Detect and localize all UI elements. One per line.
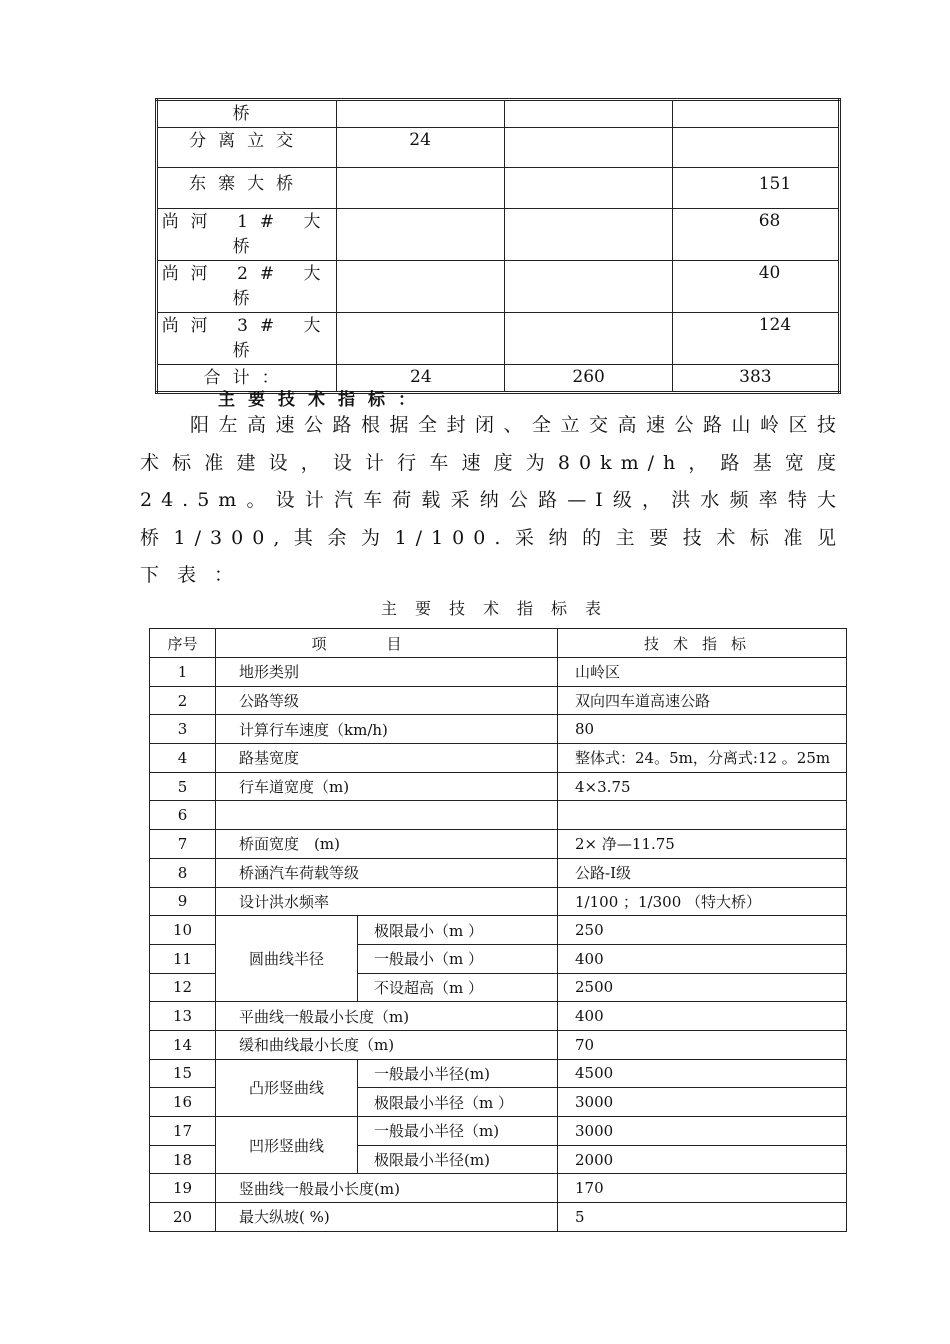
- bridge-value: [505, 313, 672, 365]
- sub-item: 一般最小（m ）: [358, 944, 558, 973]
- row-number: 2: [150, 686, 216, 715]
- spec-value: 3000: [558, 1117, 847, 1146]
- table-row: [157, 209, 840, 261]
- item-name: 缓和曲线最小长度（m): [216, 1030, 558, 1059]
- body-paragraph: 阳左高速公路根据全封闭、全立交高速公路山岭区技术标准建设，设计行车速度为80km/h，路基宽度24.5m。设计汽车荷载采纳公路—I级，洪水频率特大桥1/300,其余为1/100.采纳的主要技术标准见: [140, 414, 845, 549]
- row-number: 19: [150, 1174, 216, 1203]
- group-label: 凹形竖曲线: [216, 1117, 358, 1174]
- table-row: [150, 1174, 847, 1203]
- spec-value: 400: [558, 944, 847, 973]
- spec-value: 170: [558, 1174, 847, 1203]
- spec-value: 4500: [558, 1059, 847, 1088]
- table-row: [150, 1030, 847, 1059]
- bridge-name: 桥: [157, 100, 337, 128]
- item-name: 平曲线一般最小长度（m): [216, 1002, 558, 1031]
- total-label: 合计：: [157, 365, 337, 393]
- table-row: [150, 715, 847, 744]
- row-number: 10: [150, 916, 216, 945]
- row-number: 14: [150, 1030, 216, 1059]
- spec-value: 400: [558, 1002, 847, 1031]
- total-value: 24: [337, 365, 505, 393]
- bridge-name: 尚河 3# 大桥: [157, 313, 337, 365]
- header-no: 序号: [150, 629, 216, 658]
- item-name: [216, 801, 558, 830]
- spec-value: 双向四车道高速公路: [558, 686, 847, 715]
- spec-value: 2000: [558, 1145, 847, 1174]
- spec-value: 整体式：24。5m，分离式:12 。25m: [558, 744, 847, 773]
- sub-item: 极限最小半径(m): [358, 1145, 558, 1174]
- table-row: [150, 686, 847, 715]
- bridge-value: [337, 168, 505, 209]
- table-row: [150, 1059, 847, 1088]
- table-header-row: [150, 629, 847, 658]
- bridge-value: 40: [672, 261, 839, 313]
- group-label: 圆曲线半径: [216, 916, 358, 1002]
- sub-item: 极限最小（m ）: [358, 916, 558, 945]
- sub-item: 不设超高（m ）: [358, 973, 558, 1002]
- group-label: 凸形竖曲线: [216, 1059, 358, 1116]
- row-number: 7: [150, 830, 216, 859]
- row-number: 3: [150, 715, 216, 744]
- header-value: 技术指标: [558, 629, 847, 658]
- spec-value: 2× 净—11.75: [558, 830, 847, 859]
- table-row: [150, 801, 847, 830]
- spec-value: 250: [558, 916, 847, 945]
- row-number: 17: [150, 1117, 216, 1146]
- item-name: 桥涵汽车荷载等级: [216, 858, 558, 887]
- sub-item: 一般最小半径(m): [358, 1059, 558, 1088]
- bridge-value: [337, 313, 505, 365]
- item-name: 路基宽度: [216, 744, 558, 773]
- spec-value: 1/100 ；1/300 （特大桥）: [558, 887, 847, 916]
- row-number: 13: [150, 1002, 216, 1031]
- table-row: [150, 658, 847, 687]
- item-name: 设计洪水频率: [216, 887, 558, 916]
- table-row: [150, 858, 847, 887]
- bridge-value: [505, 261, 672, 313]
- table-row: [157, 168, 840, 209]
- table-row: [150, 887, 847, 916]
- spec-value: 山岭区: [558, 658, 847, 687]
- table-row: [150, 1203, 847, 1232]
- spec-value: 5: [558, 1203, 847, 1232]
- bridge-value: [505, 100, 672, 128]
- item-name: 行车道宽度（m): [216, 772, 558, 801]
- row-number: 18: [150, 1145, 216, 1174]
- spec-value: 80: [558, 715, 847, 744]
- sub-item: 一般最小半径（m): [358, 1117, 558, 1146]
- table-row: [150, 1117, 847, 1146]
- spec-value: 70: [558, 1030, 847, 1059]
- bridge-value: [505, 128, 672, 168]
- bridge-value: [672, 100, 839, 128]
- row-number: 15: [150, 1059, 216, 1088]
- row-number: 8: [150, 858, 216, 887]
- table-row: [150, 1002, 847, 1031]
- table-row: [157, 100, 840, 128]
- table-row: [150, 744, 847, 773]
- total-value: 260: [505, 365, 672, 393]
- item-name: 计算行车速度（km/h): [216, 715, 558, 744]
- bridge-value: [505, 168, 672, 209]
- item-name: 地形类别: [216, 658, 558, 687]
- bridge-name: 分离立交: [157, 128, 337, 168]
- table-row: [150, 772, 847, 801]
- spec-value: 2500: [558, 973, 847, 1002]
- spec-value: [558, 801, 847, 830]
- total-value: 383: [672, 365, 839, 393]
- bridge-name: 尚河 2# 大桥: [157, 261, 337, 313]
- row-number: 20: [150, 1203, 216, 1232]
- bridge-value: [337, 209, 505, 261]
- bridge-value: 24: [337, 128, 505, 168]
- spec-value: 公路-I级: [558, 858, 847, 887]
- row-number: 12: [150, 973, 216, 1002]
- row-number: 5: [150, 772, 216, 801]
- body-paragraph-tail: 下表：: [140, 564, 252, 586]
- bridge-value: 151: [672, 168, 839, 209]
- item-name: 公路等级: [216, 686, 558, 715]
- row-number: 6: [150, 801, 216, 830]
- spec-value: 4×3.75: [558, 772, 847, 801]
- bridge-name: 东寨大桥: [157, 168, 337, 209]
- row-number: 1: [150, 658, 216, 687]
- item-name: 桥面宽度 (m): [216, 830, 558, 859]
- sub-item: 极限最小半径（m ）: [358, 1088, 558, 1117]
- bridge-value: 124: [672, 313, 839, 365]
- bridge-name: 尚河 1# 大桥: [157, 209, 337, 261]
- bridge-value: [672, 128, 839, 168]
- spec-value: 3000: [558, 1088, 847, 1117]
- item-name: 竖曲线一般最小长度(m): [216, 1174, 558, 1203]
- table-row: [150, 916, 847, 945]
- table-caption: 主要技术指标表: [380, 599, 619, 618]
- row-number: 11: [150, 944, 216, 973]
- row-number: 4: [150, 744, 216, 773]
- table-row: [157, 313, 840, 365]
- bridge-table: [155, 98, 841, 394]
- row-number: 16: [150, 1088, 216, 1117]
- bridge-value: [337, 100, 505, 128]
- table-row: [157, 261, 840, 313]
- bridge-value: [505, 209, 672, 261]
- table-row: [150, 830, 847, 859]
- section-heading: 主要技术指标：: [218, 390, 428, 410]
- header-item: 项目: [216, 629, 558, 658]
- bridge-value: [337, 261, 505, 313]
- spec-table: [149, 628, 847, 1232]
- item-name: 最大纵坡( %): [216, 1203, 558, 1232]
- table-row: [157, 128, 840, 168]
- bridge-value: 68: [672, 209, 839, 261]
- row-number: 9: [150, 887, 216, 916]
